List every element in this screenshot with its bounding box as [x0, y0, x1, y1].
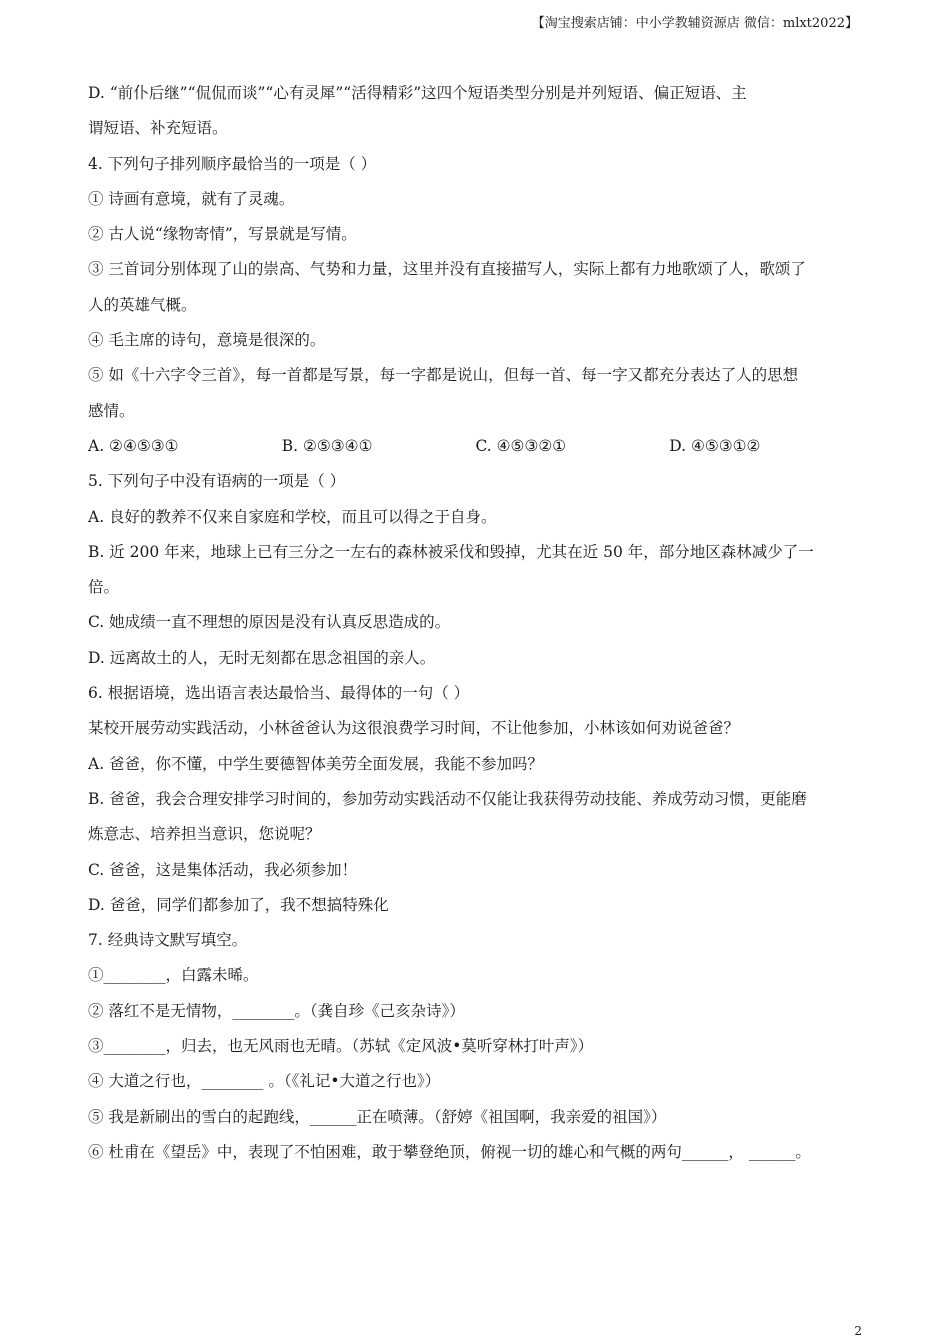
question-7-stem: 7. 经典诗文默写填空。 [88, 931, 248, 950]
option-d: D. ④⑤③①② [669, 436, 761, 455]
question-6-stem: 6. 根据语境，选出语言表达最恰当、最得体的一句（ ） [88, 684, 470, 703]
text-line: ①________，白露未晞。 [88, 966, 259, 985]
text-line: 炼意志、培养担当意识，您说呢？ [88, 825, 321, 844]
text-line: 谓短语、补充短语。 [88, 119, 228, 138]
option-a: A. ②④⑤③① [88, 436, 179, 455]
question-4-stem: 4. 下列句子排列顺序最恰当的一项是（ ） [88, 154, 377, 173]
text-line: B. 近 200 年来，地球上已有三分之一左右的森林被采伐和毁掉，尤其在近 50 年，部分地区森林减少了一 [88, 542, 814, 561]
text-line: 人的英雄气概。 [88, 295, 197, 314]
question-5-stem: 5. 下列句子中没有语病的一项是（ ） [88, 472, 346, 491]
text-line: ③ 三首词分别体现了山的崇高、气势和力量，这里并没有直接描写人，实际上都有力地歌颂了人，歌颂了 [88, 260, 806, 279]
text-line: ⑤ 如《十六字令三首》，每一首都是写景，每一字都是说山，但每一首、每一字又都充分表达了人的思想 [88, 366, 799, 385]
text-line: D. 远离故土的人，无时无刻都在思念祖国的亲人。 [88, 648, 436, 667]
text-line: D. “前仆后继”“侃侃而谈”“心有灵犀”“活得精彩”这四个短语类型分别是并列短语、偏正短语、主 [88, 84, 747, 102]
text-line: D. 爸爸，同学们都参加了，我不想搞特殊化 [88, 895, 389, 914]
page-number: 2 [854, 1324, 862, 1338]
text-line: 某校开展劳动实践活动，小林爸爸认为这很浪费学习时间，不让他参加，小林该如何劝说爸爸？ [88, 719, 740, 738]
text-line: B. 爸爸，我会合理安排学习时间的，参加劳动实践活动不仅能让我获得劳动技能、养成劳动习惯，更能磨 [88, 789, 807, 808]
option-b: B. ②⑤③④① [281, 436, 373, 455]
text-line: ④ 大道之行也，________ 。（《礼记•大道之行也》） [88, 1072, 441, 1091]
text-line: ④ 毛主席的诗句，意境是很深的。 [88, 331, 326, 350]
text-line: A. 良好的教养不仅来自家庭和学校，而且可以得之于自身。 [88, 507, 497, 526]
text-line: A. 爸爸，你不懂，中学生要德智体美劳全面发展，我能不参加吗？ [88, 754, 544, 773]
text-line: ① 诗画有意境，就有了灵魂。 [88, 189, 295, 208]
text-line: ⑥ 杜甫在《望岳》中，表现了不怕困难，敢于攀登绝顶，俯视一切的雄心和气概的两句______， ______。 [88, 1142, 811, 1161]
text-line: C. 她成绩一直不理想的原因是没有认真反思造成的。 [88, 613, 451, 632]
document-body [88, 76, 863, 1170]
question-4-options [88, 429, 863, 464]
text-line: ② 古人说“缘物寄情”，写景就是写情。 [88, 225, 357, 244]
text-line: 倍。 [88, 578, 120, 597]
text-line: ③________，归去，也无风雨也无晴。（苏轼《定风波•莫听穿林打叶声》） [88, 1037, 594, 1056]
text-line: ⑤ 我是新刷出的雪白的起跑线，______正在喷薄。（舒婷《祖国啊，我亲爱的祖国》） [88, 1107, 667, 1126]
option-c: C. ④⑤③②① [475, 436, 567, 455]
text-line: 感情。 [88, 401, 135, 420]
text-line: C. 爸爸，这是集体活动，我必须参加！ [88, 860, 358, 879]
text-line: ② 落红不是无情物，________。（龚自珍《己亥杂诗》） [88, 1001, 465, 1020]
page-header: 【淘宝搜索店铺：中小学教辅资源店 微信：mlxt2022】 [531, 16, 858, 31]
